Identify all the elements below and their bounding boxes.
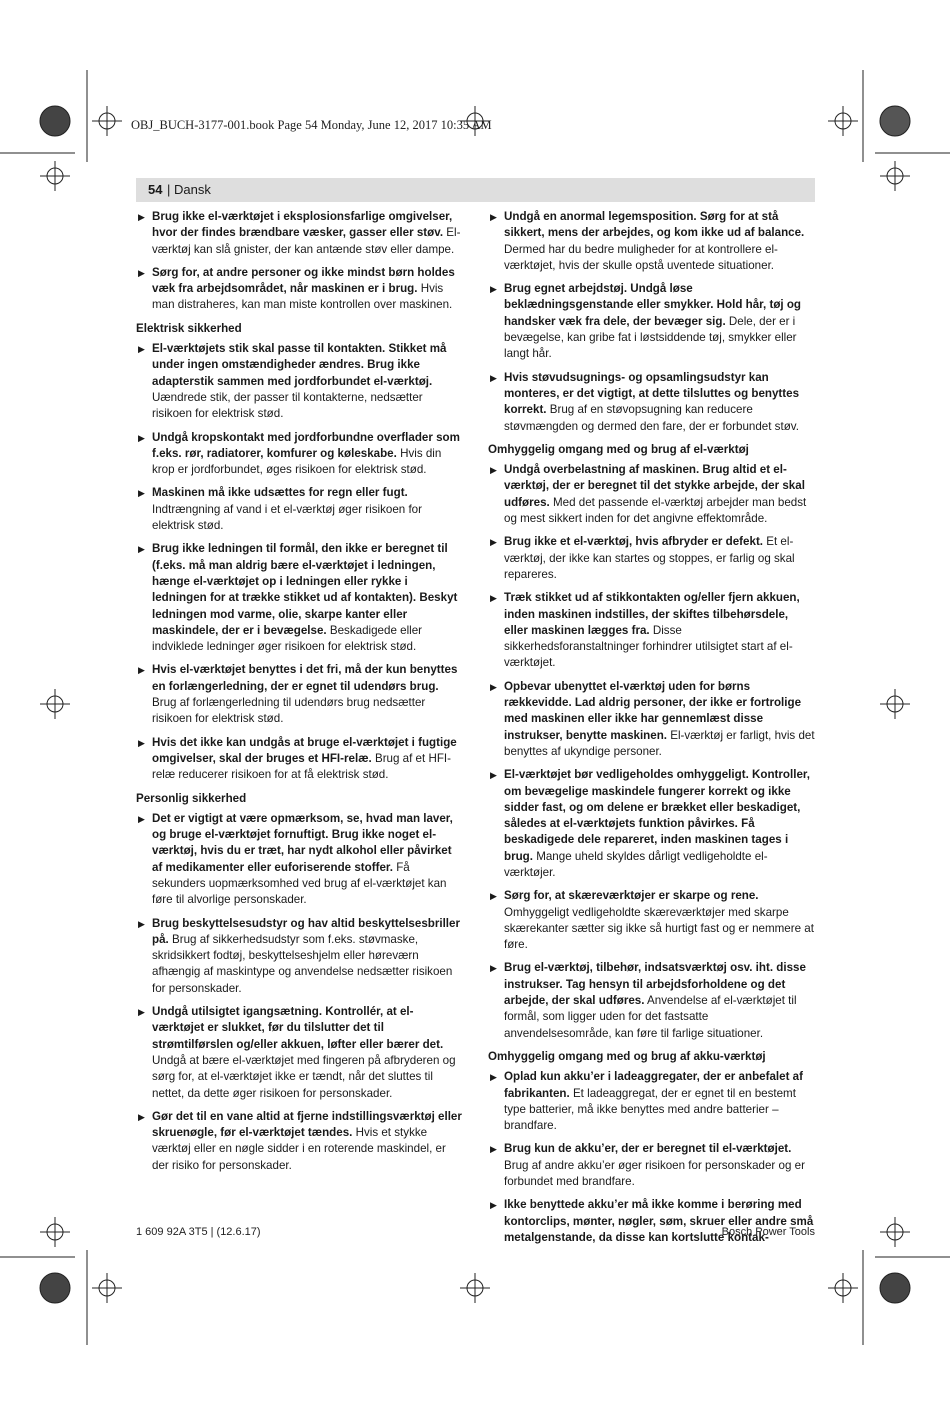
instruction-explanation-text: Hvis et stykke værktøj eller en nøgle sidder i en roterende maskindel, er der risiko for personskader. (152, 1126, 446, 1172)
instruction-explanation-text: Indtrængning af vand i et el-værktøj øger risikoen for elektrisk stød. (152, 502, 422, 533)
safety-instruction-item (136, 209, 464, 258)
instruction-explanation-text: Undgå at bære el-værktøjet med fingeren på afbryderen og sørg for, at el-værktøjet ikke er tændt, når det sluttes til nettet, da dette øger risikoen for personskader. (152, 1053, 456, 1100)
instruction-explanation-text: Brug af en støvopsugning kan reducere støvmængden og dermed den fare, der er forbundet støv. (504, 403, 799, 433)
crosshair-bottom-center (460, 1273, 490, 1303)
instruction-bold-text: Det er vigtigt at være opmærksom, se, hvad man laver, og bruge el-værktøjet fornuftigt. Brug ikke noget el-værktøj, hvis du er træt, har nydt alkohol eller påvirket af medikamenter eller euforiserende stoffer. (152, 811, 453, 874)
instruction-bold-text: Undgå utilsigtet igangsætning. Kontrollér, at el-værktøjet er slukket, før du tilslutter det til strømtilførslen og/eller akkuen, løfter eller bærer det. (152, 1005, 444, 1051)
instruction-explanation-text: El-værktøj er farligt, hvis det benyttes af ukyndige personer. (504, 728, 815, 758)
page-language: | Dansk (167, 182, 211, 197)
instruction-bold-text: Hvis el-værktøjet benyttes i det fri, må der kun benyttes en forlængerledning, der er egnet til udendørs brug. (152, 663, 458, 693)
instruction-explanation-text: Et ladeaggregat, der er egnet til en bestemt type batterier, må ikke benyttes med andre batterier – brandfare. (504, 1086, 796, 1133)
sunburst-mark-top-left (40, 106, 70, 136)
instruction-bold-text: Hvis støvudsugnings- og opsamlingsudstyr kan monteres, er det vigtigt, at dette tilsluttes og benyttes korrekt. (504, 370, 800, 417)
instruction-bold-text: El-værktøjets stik skal passe til kontakten. Stikket må under ingen omstændigheder ændres. Brug ikke adapterstik sammen med jordforbundet el-værktøj. (152, 342, 447, 388)
instruction-bold-text: Oplad kun akku’er i ladeaggregater, der er anbefalet af fabrikanten. (504, 1070, 803, 1100)
triangle-bullet-icon: ▶ (138, 813, 145, 824)
instruction-bold-text: Hvis det ikke kan undgås at bruge el-værktøjet i fugtige omgivelser, skal der bruges et HFI-relæ. (152, 735, 457, 765)
triangle-bullet-icon: ▶ (490, 1200, 497, 1211)
triangle-bullet-icon: ▶ (138, 344, 145, 355)
instruction-explanation-text: Et el-værktøj, der ikke kan startes og stoppes, er farlig og skal repareres. (504, 535, 795, 581)
triangle-bullet-icon: ▶ (490, 963, 497, 974)
safety-instruction-item (488, 590, 815, 671)
triangle-bullet-icon: ▶ (490, 1072, 497, 1083)
footer-document-number: 1 609 92A 3T5 | (12.6.17) (136, 1226, 261, 1238)
right-column (488, 209, 815, 1253)
triangle-bullet-icon: ▶ (490, 537, 497, 548)
instruction-bold-text: Brug ikke et el-værktøj, hvis afbryder er defekt. (504, 535, 764, 549)
book-file-header: OBJ_BUCH-3177-001.book Page 54 Monday, June 12, 2017 10:35 AM (131, 118, 492, 132)
safety-instruction-item (136, 662, 464, 727)
instruction-explanation-text: Hvis din krop er jordforbundet, øges risikoen for elektrisk stød. (152, 446, 442, 477)
section-heading: Omhyggelig omgang med og brug af akku-værktøj (488, 1049, 766, 1063)
triangle-bullet-icon: ▶ (138, 1111, 145, 1122)
triangle-bullet-icon: ▶ (138, 1007, 145, 1018)
crosshair-left-lower (40, 1217, 70, 1247)
triangle-bullet-icon: ▶ (138, 267, 145, 278)
safety-instruction-item (488, 370, 815, 435)
crosshair-right-middle (880, 689, 910, 719)
instruction-explanation-text: Omhyggeligt vedligeholdte skæreværktøjer med skarpe skærekanter sætter sig ikke så hurtigt fast og er nemmere at føre. (504, 905, 814, 952)
instruction-bold-text: Undgå en anormal legemsposition. Sørg for at stå sikkert, mens der arbejdes, og kom ikke ud af balance. (504, 210, 805, 240)
triangle-bullet-icon: ▶ (490, 212, 497, 222)
safety-instruction-item (136, 485, 464, 534)
instruction-bold-text: Brug el-værktøj, tilbehør, indsatsværktøj osv. iht. disse instrukser. Tag hensyn til arbejdsforholdene og det arbejde, der skal udføres. (504, 961, 806, 1008)
triangle-bullet-icon: ▶ (490, 284, 497, 295)
instruction-explanation-text: Brug af andre akku’er øger risikoen for personskader og er forbundet med brandfare. (504, 1158, 805, 1189)
crosshair-right-upper (880, 161, 910, 191)
instruction-bold-text: Brug ikke el-værktøjet i eksplosionsfarlige omgivelser, hvor der findes brændbare væsker, gasser eller støv. (152, 210, 453, 240)
triangle-bullet-icon: ▶ (138, 488, 145, 499)
instruction-explanation-text: Disse sikkerhedsforanstaltninger forhindrer utilsigtet start af el-værktøjet. (504, 623, 793, 670)
safety-instruction-item (488, 888, 815, 953)
instruction-explanation-text: Dele, der er i bevægelse, kan gribe fat i løstsiddende tøj, smykker eller langt hår. (504, 314, 797, 361)
instruction-explanation-text: Brug af et HFI-relæ reducerer risikoen for at få elektrisk stød. (152, 751, 451, 782)
safety-instruction-item (136, 1109, 464, 1174)
safety-instruction-item (488, 534, 815, 583)
safety-instruction-item (488, 960, 815, 1041)
triangle-bullet-icon: ▶ (490, 770, 497, 781)
crosshair-top-right (828, 106, 858, 136)
instruction-bold-text: Opbevar ubenyttet el-værktøj uden for børns rækkevidde. Lad aldrig personer, der ikke er fortrolige med maskinen eller ikke har gennemlæst disse instrukser, benytte maskinen. (504, 679, 802, 742)
triangle-bullet-icon: ▶ (138, 544, 145, 555)
instruction-bold-text: Sørg for, at skæreværktøjer er skarpe og rene. (504, 889, 759, 903)
safety-instruction-item (488, 209, 815, 274)
sunburst-mark-bottom-left (40, 1273, 70, 1303)
safety-instruction-item (136, 735, 464, 784)
section-heading: Elektrisk sikkerhed (136, 321, 242, 335)
safety-instruction-item (488, 462, 815, 527)
crosshair-left-upper (40, 161, 70, 191)
instruction-bold-text: Undgå kropskontakt med jordforbundne overflader som f.eks. rør, radiatorer, komfurer og køleskabe. (152, 430, 460, 460)
triangle-bullet-icon: ▶ (138, 212, 145, 222)
triangle-bullet-icon: ▶ (138, 665, 145, 676)
safety-instruction-item (488, 767, 815, 881)
instruction-explanation-text: Mange uheld skyldes dårligt vedligeholdte el-værktøjer. (504, 849, 768, 879)
triangle-bullet-icon: ▶ (138, 737, 145, 748)
crosshair-bottom-right (828, 1273, 858, 1303)
instruction-bold-text: Træk stikket ud af stikkontakten og/eller fjern akkuen, inden maskinen indstilles, der skiftes tilbehørsdele, eller maskinen lægges fra. (504, 591, 800, 637)
safety-instruction-item (488, 1141, 815, 1190)
instruction-explanation-text: Få sekunders uopmærksomhed ved brug af el-værktøjet kan føre til alvorlige personskader. (152, 860, 447, 907)
instruction-bold-text: Brug beskyttelsesudstyr og hav altid beskyttelsesbriller på. (152, 916, 460, 946)
triangle-bullet-icon: ▶ (490, 1144, 497, 1155)
crosshair-top-left (92, 106, 122, 136)
triangle-bullet-icon: ▶ (490, 681, 497, 692)
crosshair-bottom-left (92, 1273, 122, 1303)
triangle-bullet-icon: ▶ (490, 372, 497, 383)
section-heading: Personlig sikkerhed (136, 791, 247, 805)
instruction-bold-text: El-værktøjet bør vedligeholdes omhyggeligt. Kontroller, om bevægelige maskindele fungerer korrekt og ikke sidder fast, og om delene er brækket eller beskadiget, således at el-værktøjets funktion påvirkes. Få beskadigede dele repareret, inden maskinen tages i brug. (504, 768, 810, 863)
crosshair-right-lower (880, 1217, 910, 1247)
page-header-bar (136, 178, 815, 202)
safety-instruction-item (136, 541, 464, 655)
instruction-explanation-text: El-værktøj kan slå gnister, der kan antænde støv eller dampe. (152, 226, 461, 256)
instruction-explanation-text: Beskadigede eller indviklede ledninger øger risikoen for elektrisk stød. (152, 623, 423, 654)
safety-instruction-item (136, 265, 464, 314)
triangle-bullet-icon: ▶ (138, 432, 145, 443)
instruction-explanation-text: Dermed har du bedre muligheder for at kontrollere el-værktøjet, hvis der skulle opstå uventede situationer. (504, 242, 778, 272)
instruction-bold-text: Brug kun de akku’er, der er beregnet til el-værktøjet. (504, 1142, 792, 1156)
footer-brand: Bosch Power Tools (721, 1226, 815, 1238)
sunburst-mark-bottom-right (880, 1273, 910, 1303)
solid-mark-top-right (880, 106, 910, 136)
safety-instruction-item (488, 679, 815, 760)
crosshair-left-middle (40, 689, 70, 719)
safety-instruction-item (488, 1197, 815, 1246)
section-heading: Omhyggelig omgang med og brug af el-værktøj (488, 442, 749, 456)
instruction-explanation-text: Brug af forlængerledning til udendørs brug nedsætter risikoen for elektrisk stød. (152, 696, 426, 726)
triangle-bullet-icon: ▶ (490, 891, 497, 902)
safety-instruction-item (136, 916, 464, 997)
instruction-bold-text: Ikke benyttede akku’er må ikke komme i berøring med kontorclips, mønter, nøgler, søm, skruer eller andre små metalgenstande, da disse kan kortslutte kontak- (504, 1198, 814, 1244)
left-column (136, 209, 464, 1181)
safety-instruction-item (136, 811, 464, 909)
instruction-bold-text: Maskinen må ikke udsættes for regn eller fugt. (152, 486, 408, 500)
safety-instruction-item (136, 341, 464, 422)
instruction-explanation-text: Uændrede stik, der passer til kontakterne, nedsætter risikoen for elektrisk stød. (152, 390, 423, 421)
instruction-bold-text: Brug ikke ledningen til formål, den ikke er beregnet til (f.eks. må man aldrig bære el-værktøjet i ledningen, hænge el-værktøjet op i ledningen eller rykke i ledningen for at trække stikket ud af kontakten). Beskyt ledningen mod varme, olie, skarpe kanter eller maskindele, der er i bevægelse. (152, 542, 458, 637)
instruction-explanation-text: Anvendelse af el-værktøjet til formål, som ligger uden for det fastsatte anvendelsesområde, kan føre til farlige situationer. (504, 994, 797, 1040)
instruction-bold-text: Gør det til en vane altid at fjerne indstillingsværktøj eller skruenøgle, før el-værktøjet tændes. (152, 1109, 462, 1140)
instruction-explanation-text: Brug af sikkerhedsudstyr som f.eks. støvmaske, skridsikkert fodtøj, beskyttelseshjelm eller høreværn afhængig af maskintype og anvendelse nedsætter risikoen for personskader. (152, 932, 453, 995)
safety-instruction-item (488, 1069, 815, 1134)
safety-instruction-item (488, 281, 815, 362)
triangle-bullet-icon: ▶ (138, 918, 145, 929)
page-number: 54 (148, 182, 163, 197)
instruction-bold-text: Undgå overbelastning af maskinen. Brug altid et el-værktøj, der er beregnet til det stykke arbejde, der skal udføres. (504, 463, 805, 509)
instruction-bold-text: Brug egnet arbejdstøj. Undgå løse beklædningsgenstande eller smykker. Hold hår, tøj og handsker væk fra dele, der bevæger sig. (504, 282, 802, 328)
triangle-bullet-icon: ▶ (490, 593, 497, 604)
instruction-explanation-text: Med det passende el-værktøj arbejder man bedst og mest sikkert inden for det angivne effektområde. (504, 495, 807, 526)
safety-instruction-item (136, 1004, 464, 1102)
instruction-explanation-text: Hvis man distraheres, kan man miste kontrollen over maskinen. (152, 282, 453, 312)
safety-instruction-item (136, 430, 464, 479)
instruction-bold-text: Sørg for, at andre personer og ikke mindst børn holdes væk fra arbejdsområdet, når maskinen er i brug. (152, 265, 455, 296)
triangle-bullet-icon: ▶ (490, 465, 497, 476)
